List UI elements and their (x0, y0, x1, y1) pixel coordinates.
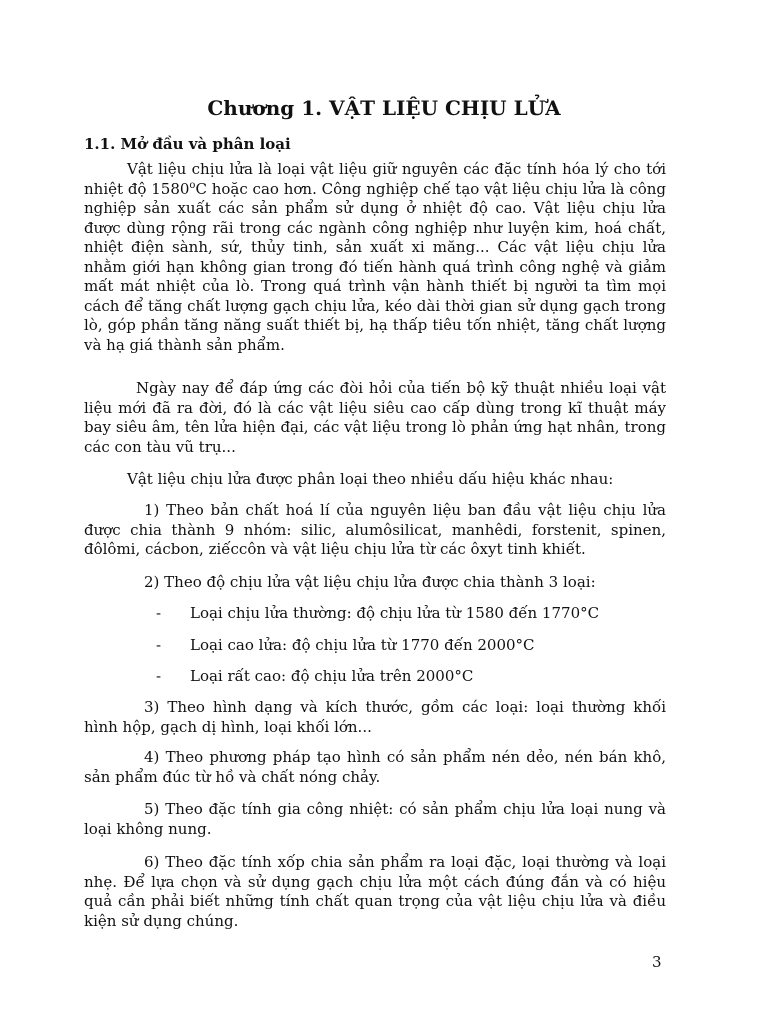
page-title: Chương 1. VẬT LIỆU CHỊU LỬA (207, 96, 561, 120)
bullet-text: Loại chịu lửa thường: độ chịu lửa từ 1580 đến 1770°C (190, 604, 600, 622)
section-heading: 1.1. Mở đầu và phân loại (84, 135, 291, 153)
paragraph-classification-3: 3) Theo hình dạng và kích thước, gồm các loại: loại thường khối hình hộp, gạch dị hình, loại khối lớn... (84, 698, 666, 736)
paragraph-modern-materials: Ngày nay để đáp ứng các đòi hỏi của tiến bộ kỹ thuật nhiều loại vật liệu mới đã ra đời, đó là các vật liệu siêu cao cấp dùng trong kĩ thuật máy bay siêu âm, tên lửa hiện đại, các vật liệu trong lò phản ứng hạt nhân, trong các con tàu vũ trụ... (84, 379, 666, 456)
bullet-text: Loại cao lửa: độ chịu lửa từ 1770 đến 2000°C (190, 636, 535, 654)
bullet-dash: - (156, 636, 162, 654)
bullet-dash: - (156, 604, 162, 622)
paragraph-classification-6: 6) Theo đặc tính xốp chia sản phẩm ra loại đặc, loại thường và loại nhẹ. Để lựa chọn và sử dụng gạch chịu lửa một cách đúng đắn và có hiệu quả cần phải biết những tính chất quan trọng của vật liệu chịu lửa và điều kiện sử dụng chúng. (84, 853, 666, 930)
paragraph-classification-1: 1) Theo bản chất hoá lí của nguyên liệu ban đầu vật liệu chịu lửa được chia thành 9 nhóm: silic, alumôsilicat, manhêdi, forstenit, spinen, đôlômi, cácbon, ziếccôn và vật liệu chịu lửa từ các ôxyt tinh khiết. (84, 501, 666, 558)
paragraph-classification-4: 4) Theo phương pháp tạo hình có sản phẩm nén dẻo, nén bán khô, sản phẩm đúc từ hồ và chất nóng chảy. (84, 748, 666, 786)
paragraph-classification-5: 5) Theo đặc tính gia công nhiệt: có sản phẩm chịu lửa loại nung và loại không nung. (84, 800, 666, 838)
paragraph-intro: Vật liệu chịu lửa là loại vật liệu giữ nguyên các đặc tính hóa lý cho tới nhiệt độ 1580$^o$C hoặc cao hơn. Công nghiệp chế tạo vật liệu chịu lửa là công nghiệp sản xuất các sản phẩm sử dụng ở nhiệt độ cao. Vật liệu chịu lửa được dùng rộng rãi trong các ngành công nghiệp như luyện kim, hoá chất, nhiệt điện sành, sứ, thủy tinh, sản xuất xi măng... Các vật liệu chịu lửa nhằm giới hạn không gian trong đó tiến hành quá trình công nghệ và giảm mất mát nhiệt của lò. Trong quá trình vận hành thiết bị người ta tìm mọi cách để tăng chất lượng gạch chịu lửa, kéo dài thời gian sử dụng gạch trong lò, góp phần tăng năng suất thiết bị, hạ thấp tiêu tốn nhiệt, tăng chất lượng và hạ giá thành sản phẩm. (84, 160, 666, 354)
bullet-dash: - (156, 667, 162, 685)
paragraph-classification-2: 2) Theo độ chịu lửa vật liệu chịu lửa được chia thành 3 loại: (144, 573, 596, 591)
page-number: 3 (652, 953, 662, 971)
paragraph-classification-intro: Vật liệu chịu lửa được phân loại theo nhiều dấu hiệu khác nhau: (127, 470, 614, 488)
bullet-text: Loại rất cao: độ chịu lửa trên 2000°C (190, 667, 474, 685)
